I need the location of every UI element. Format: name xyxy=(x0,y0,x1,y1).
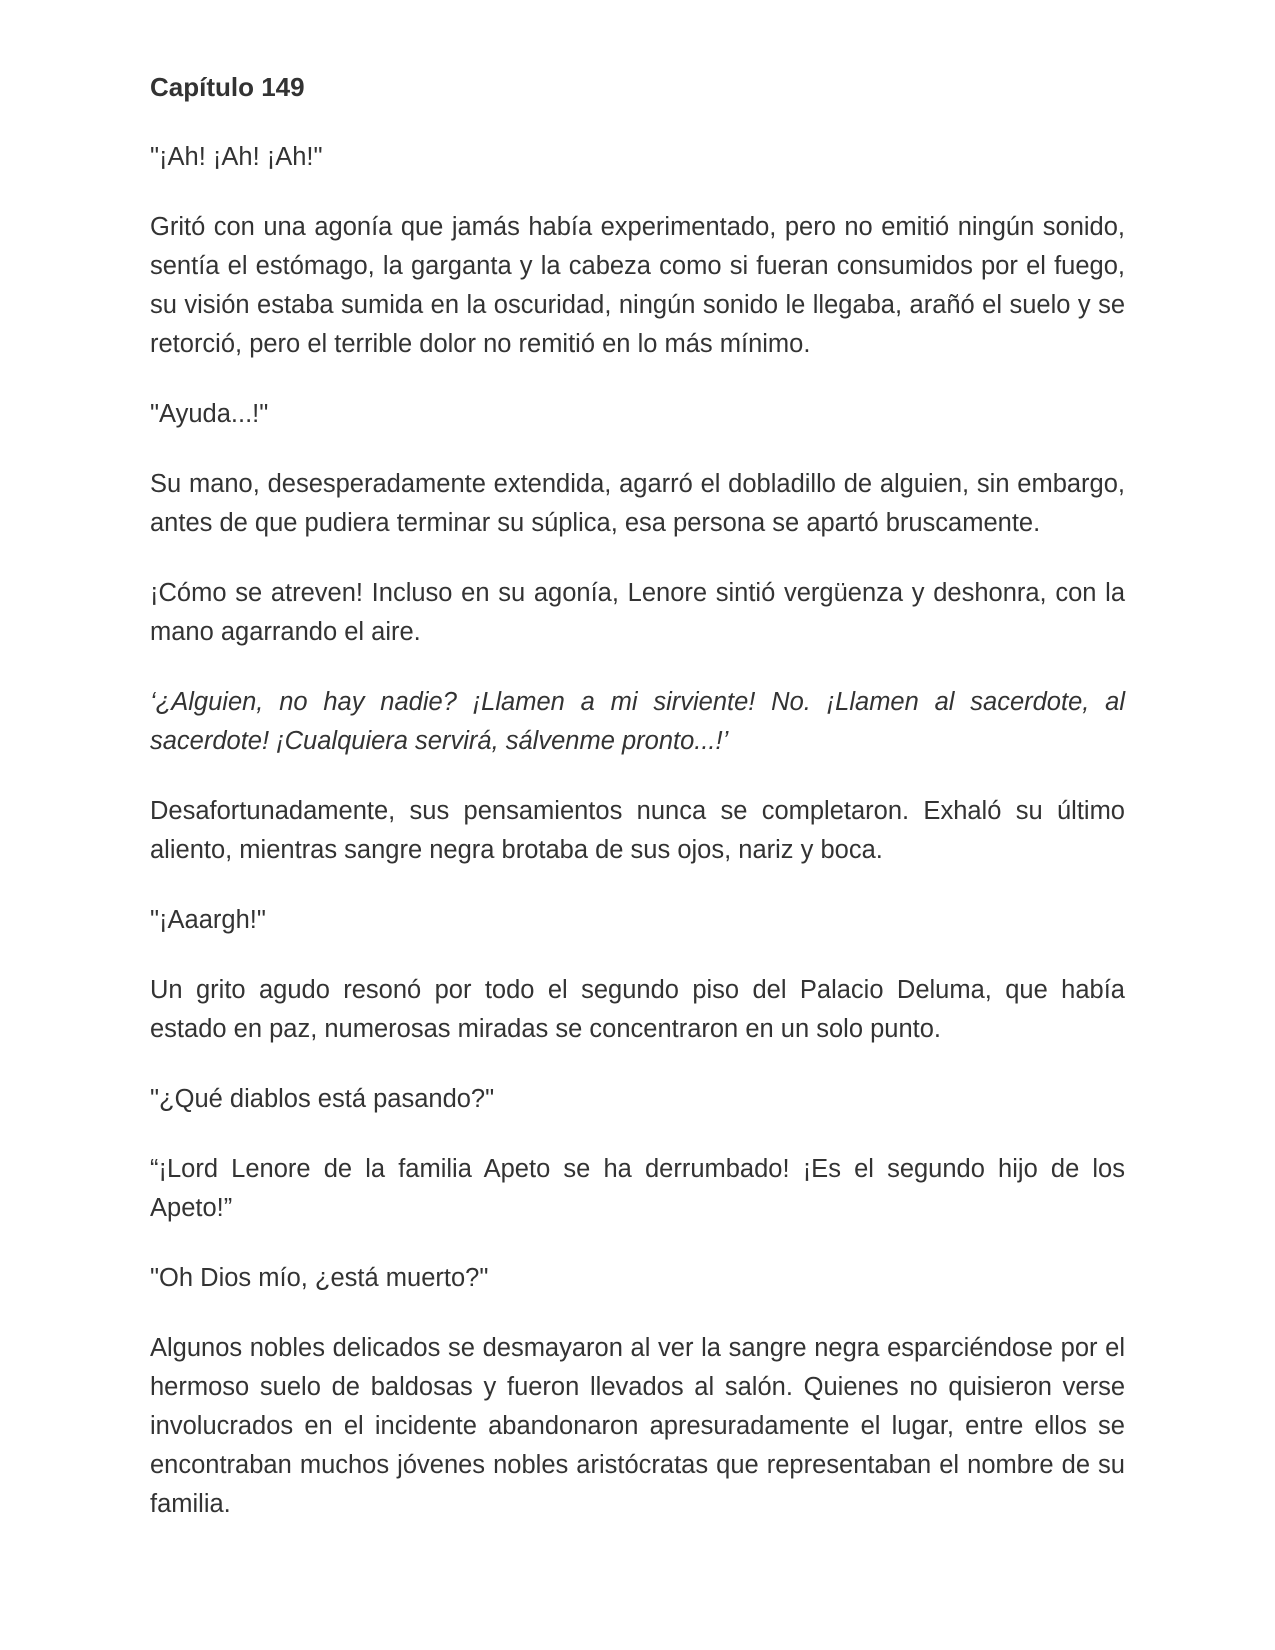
document-page xyxy=(150,68,1125,1555)
paragraph: “¡Lord Lenore de la familia Apeto se ha derrumbado! ¡Es el segundo hijo de los Apeto!” xyxy=(150,1155,1125,1222)
paragraph: "¡Ah! ¡Ah! ¡Ah!" xyxy=(150,143,323,171)
paragraph-thought: ‘¿Alguien, no hay nadie? ¡Llamen a mi sirviente! No. ¡Llamen al sacerdote, al sacerdote! ¡Cualquiera servirá, sálvenme pronto...!’ xyxy=(150,688,1125,755)
paragraph: Su mano, desesperadamente extendida, agarró el dobladillo de alguien, sin embargo, antes de que pudiera terminar su súplica, esa persona se apartó bruscamente. xyxy=(150,470,1125,537)
paragraph: "Oh Dios mío, ¿está muerto?" xyxy=(150,1264,489,1292)
paragraph: Algunos nobles delicados se desmayaron al ver la sangre negra esparciéndose por el hermoso suelo de baldosas y fueron llevados al salón. Quienes no quisieron verse involucrados en el incidente abandonaron apresuradamente el lugar, entre ellos se encontraban muchos jóvenes nobles aristócratas que representaban el nombre de su familia. xyxy=(150,1334,1125,1518)
paragraph: ¡Cómo se atreven! Incluso en su agonía, Lenore sintió vergüenza y deshonra, con la mano agarrando el aire. xyxy=(150,579,1125,646)
paragraph: Un grito agudo resonó por todo el segundo piso del Palacio Deluma, que había estado en paz, numerosas miradas se concentraron en un solo punto. xyxy=(150,976,1125,1043)
paragraph: Gritó con una agonía que jamás había experimentado, pero no emitió ningún sonido, sentía el estómago, la garganta y la cabeza como si fueran consumidos por el fuego, su visión estaba sumida en la oscuridad, ningún sonido le llegaba, arañó el suelo y se retorció, pero el terrible dolor no remitió en lo más mínimo. xyxy=(150,213,1125,358)
chapter-title: Capítulo 149 xyxy=(150,72,305,102)
paragraph: "Ayuda...!" xyxy=(150,400,269,428)
paragraph: Desafortunadamente, sus pensamientos nunca se completaron. Exhaló su último aliento, mientras sangre negra brotaba de sus ojos, nariz y boca. xyxy=(150,797,1125,864)
paragraph: "¿Qué diablos está pasando?" xyxy=(150,1085,495,1113)
paragraph: "¡Aaargh!" xyxy=(150,906,266,934)
